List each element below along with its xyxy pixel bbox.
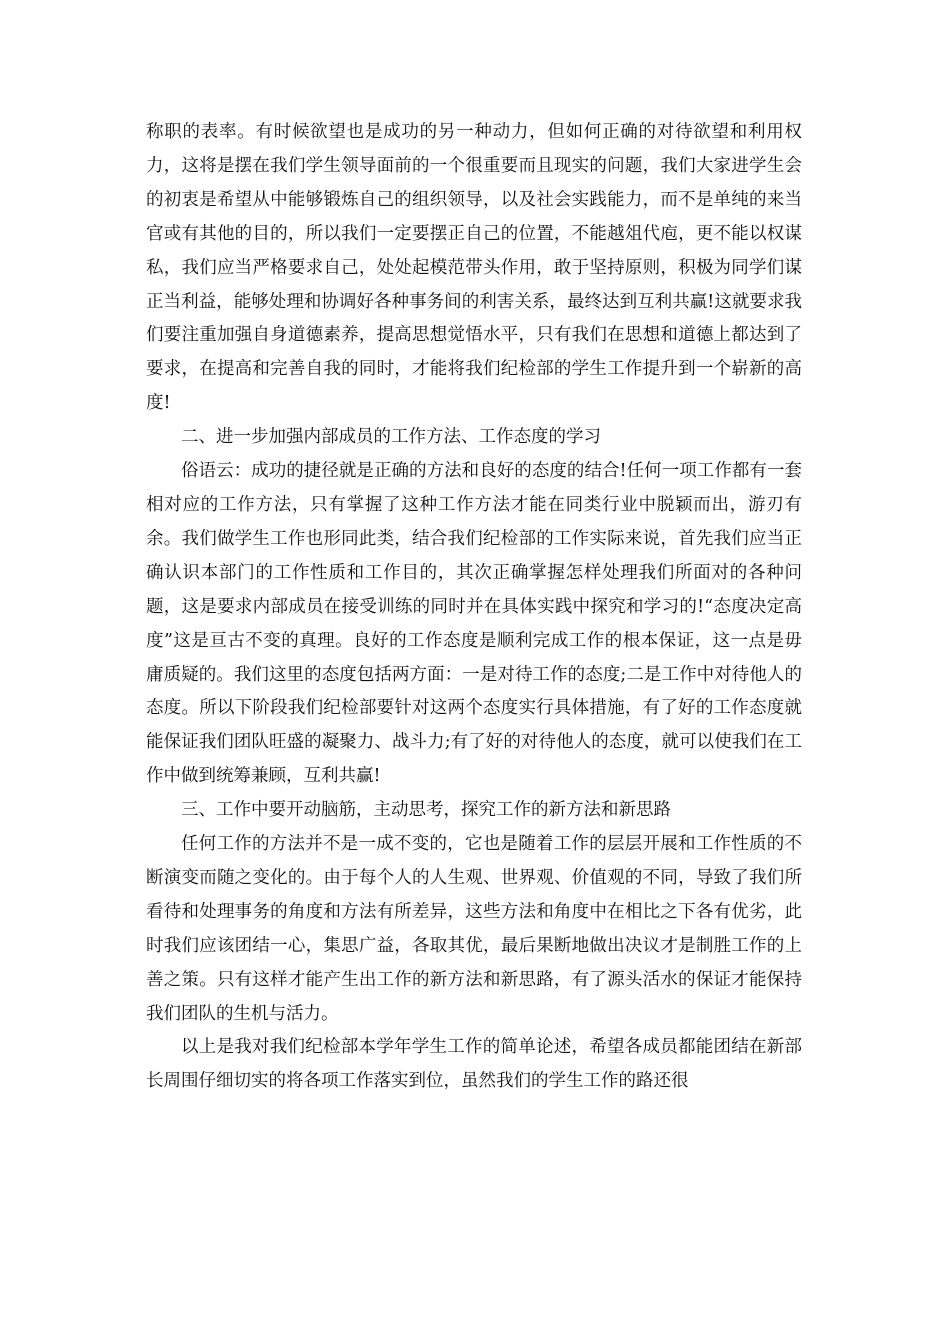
document-page xyxy=(146,116,802,1099)
body-paragraph-2: 俗语云：成功的捷径就是正确的方法和良好的态度的结合!任何一项工作都有一套相对应的工作方法，只有掌握了这种工作方法才能在同类行业中脱颖而出，游刃有余。我们做学生工作也形同此类，结合我们纪检部的工作实际来说，首先我们应当正确认识本部门的工作性质和工作目的，其次正确掌握怎样处理我们所面对的各种问题，这是要求内部成员在接受训练的同时并在具体实践中探究和学习的!“态度决定高度”这是亘古不变的真理。良好的工作态度是顺利完成工作的根本保证，这一点是毋庸质疑的。我们这里的态度包括两方面：一是对待工作的态度;二是工作中对待他人的态度。所以下阶段我们纪检部要针对这两个态度实行具体措施，有了好的工作态度就能保证我们团队旺盛的凝聚力、战斗力;有了好的对待他人的态度，就可以使我们在工作中做到统筹兼顾，互利共赢! xyxy=(146,461,802,787)
body-paragraph-3: 任何工作的方法并不是一成不变的，它也是随着工作的层层开展和工作性质的不断演变而随之变化的。由于每个人的人生观、世界观、价值观的不同，导致了我们所看待和处理事务的角度和方法有所差异，这些方法和角度中在相比之下各有优劣，此时我们应该团结一心，集思广益，各取其优，最后果断地做出决议才是制胜工作的上善之策。只有这样才能产生出工作的新方法和新思路，有了源头活水的保证才能保持我们团队的生机与活力。 xyxy=(146,834,802,1024)
section-heading-3: 三、工作中要开动脑筋，主动思考，探究工作的新方法和新思路 xyxy=(181,800,671,821)
section-heading-2: 二、进一步加强内部成员的工作方法、工作态度的学习 xyxy=(181,427,601,448)
body-paragraph-1: 称职的表率。有时候欲望也是成功的另一种动力，但如何正确的对待欲望和利用权力，这将是摆在我们学生领导面前的一个很重要而且现实的问题，我们大家进学生会的初衷是希望从中能够锻炼自己的组织领导，以及社会实践能力，而不是单纯的来当官或有其他的目的，所以我们一定要摆正自己的位置，不能越俎代庖，更不能以权谋私，我们应当严格要求自己，处处起模范带头作用，敢于坚持原则，积极为同学们谋正当利益，能够处理和协调好各种事务间的利害关系，最终达到互利共赢!这就要求我们要注重加强自身道德素养，提高思想觉悟水平，只有我们在思想和道德上都达到了要求，在提高和完善自我的同时，才能将我们纪检部的学生工作提升到一个崭新的高度! xyxy=(146,122,802,414)
body-paragraph-4: 以上是我对我们纪检部本学年学生工作的简单论述，希望各成员都能团结在新部长周围仔细切实的将各项工作落实到位，虽然我们的学生工作的路还很 xyxy=(146,1037,802,1092)
